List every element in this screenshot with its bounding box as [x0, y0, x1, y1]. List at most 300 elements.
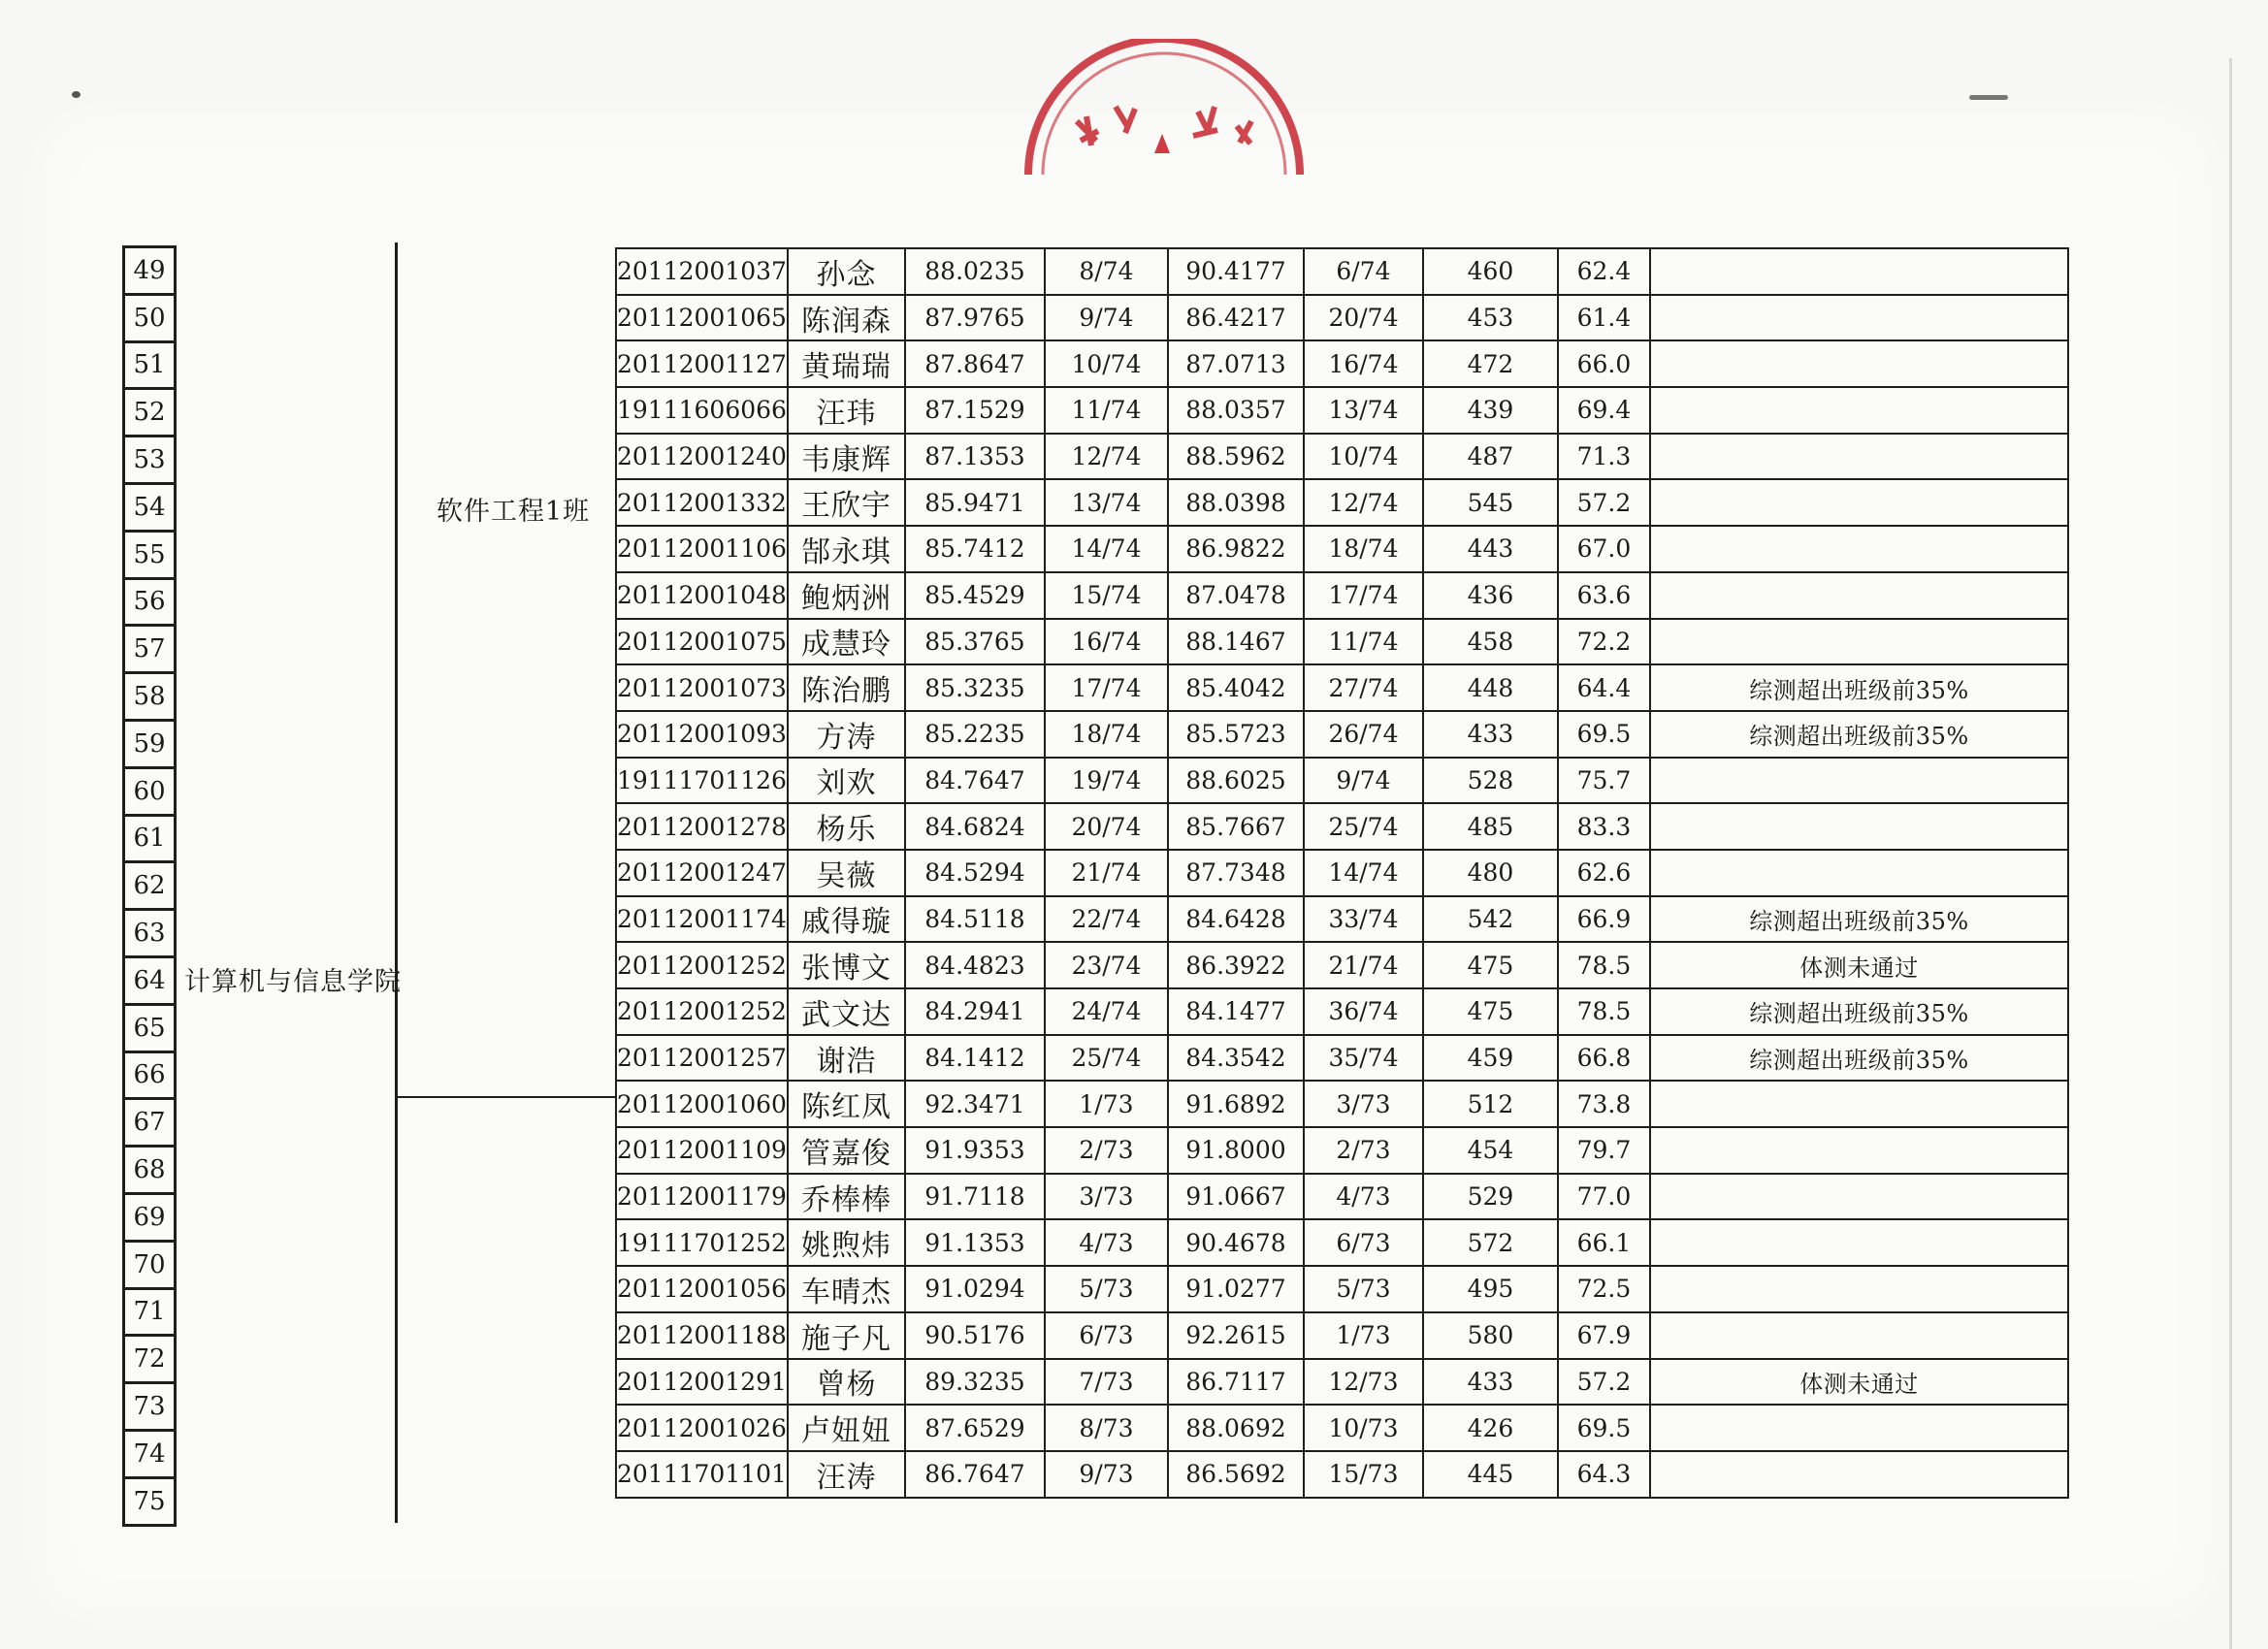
- row-number-cell: 67: [124, 1099, 176, 1147]
- remark-cell: 综测超出班级前35%: [1650, 664, 2068, 711]
- score-cell: 73.8: [1558, 1081, 1650, 1127]
- rank-cell: 15/74: [1045, 572, 1168, 619]
- student-id-cell: 20112001278: [616, 803, 788, 850]
- score-cell: 62.4: [1558, 248, 1650, 295]
- score-cell: 67.9: [1558, 1312, 1650, 1359]
- student-id-cell: 19111701252: [616, 1219, 788, 1266]
- rank-cell: 22/74: [1045, 896, 1168, 943]
- row-number-row: [124, 1430, 176, 1477]
- student-id-cell: 20112001073: [616, 664, 788, 711]
- score-cell: 439: [1423, 387, 1558, 434]
- row-number-row: [124, 1099, 176, 1147]
- score-cell: 90.5176: [905, 1312, 1045, 1359]
- scan-speck: [72, 91, 81, 98]
- rank-cell: 5/73: [1045, 1266, 1168, 1312]
- student-id-cell: 20112001037: [616, 248, 788, 295]
- student-name-cell: 乔棒棒: [788, 1174, 905, 1220]
- remark-cell: [1650, 1081, 2068, 1127]
- rank-cell: 11/74: [1304, 619, 1423, 665]
- remark-cell: 综测超出班级前35%: [1650, 1035, 2068, 1082]
- score-cell: 84.1412: [905, 1035, 1045, 1082]
- rank-cell: 33/74: [1304, 896, 1423, 943]
- row-number-row: [124, 294, 176, 341]
- score-cell: 85.4529: [905, 572, 1045, 619]
- student-name-cell: 车晴杰: [788, 1266, 905, 1312]
- rank-cell: 4/73: [1045, 1219, 1168, 1266]
- row-number-cell: 66: [124, 1051, 176, 1099]
- student-id-cell: 20112001247: [616, 850, 788, 896]
- score-cell: 88.1467: [1168, 619, 1304, 665]
- rank-cell: 8/74: [1045, 248, 1168, 295]
- score-cell: 79.7: [1558, 1127, 1650, 1174]
- score-cell: 459: [1423, 1035, 1558, 1082]
- row-number-cell: 70: [124, 1241, 176, 1288]
- row-number-row: [124, 815, 176, 862]
- row-number-row: [124, 389, 176, 436]
- row-number-cell: 75: [124, 1477, 176, 1525]
- remark-cell: [1650, 248, 2068, 295]
- remark-cell: [1650, 1219, 2068, 1266]
- rank-cell: 9/73: [1045, 1451, 1168, 1498]
- remark-cell: 综测超出班级前35%: [1650, 896, 2068, 943]
- row-number-row: [124, 1004, 176, 1051]
- student-name-cell: 方涛: [788, 711, 905, 758]
- score-cell: 85.5723: [1168, 711, 1304, 758]
- row-number-row: [124, 862, 176, 910]
- table-row: [616, 896, 2068, 943]
- student-id-cell: 19111606066: [616, 387, 788, 434]
- row-number-row: [124, 1383, 176, 1431]
- score-cell: 69.5: [1558, 711, 1650, 758]
- rank-cell: 17/74: [1045, 664, 1168, 711]
- score-cell: 87.6529: [905, 1405, 1045, 1451]
- remark-cell: [1650, 340, 2068, 387]
- rank-cell: 10/74: [1045, 340, 1168, 387]
- row-number-row: [124, 1147, 176, 1194]
- table-row: [616, 295, 2068, 341]
- row-number-cell: 65: [124, 1004, 176, 1051]
- student-name-cell: 郜永琪: [788, 526, 905, 572]
- scan-speck: [1969, 95, 2008, 100]
- score-cell: 84.5118: [905, 896, 1045, 943]
- row-number-row: [124, 956, 176, 1004]
- score-cell: 88.6025: [1168, 758, 1304, 804]
- table-row: [616, 619, 2068, 665]
- row-number-row: [124, 1051, 176, 1099]
- score-cell: 72.5: [1558, 1266, 1650, 1312]
- score-cell: 91.1353: [905, 1219, 1045, 1266]
- row-number-row: [124, 247, 176, 295]
- student-name-cell: 张博文: [788, 942, 905, 988]
- row-number-cell: 74: [124, 1430, 176, 1477]
- table-row: [616, 1312, 2068, 1359]
- remark-cell: [1650, 1451, 2068, 1498]
- score-cell: 91.0277: [1168, 1266, 1304, 1312]
- score-cell: 91.6892: [1168, 1081, 1304, 1127]
- score-cell: 85.3765: [905, 619, 1045, 665]
- remark-cell: [1650, 850, 2068, 896]
- score-cell: 78.5: [1558, 988, 1650, 1035]
- student-id-cell: 20112001127: [616, 340, 788, 387]
- score-cell: 72.2: [1558, 619, 1650, 665]
- score-cell: 61.4: [1558, 295, 1650, 341]
- student-name-cell: 刘欢: [788, 758, 905, 804]
- rank-cell: 12/73: [1304, 1359, 1423, 1406]
- table-row: [616, 850, 2068, 896]
- score-cell: 529: [1423, 1174, 1558, 1220]
- row-number-row: [124, 910, 176, 957]
- row-number-cell: 68: [124, 1147, 176, 1194]
- score-cell: 572: [1423, 1219, 1558, 1266]
- remark-cell: [1650, 434, 2068, 480]
- student-name-cell: 管嘉俊: [788, 1127, 905, 1174]
- remark-cell: 综测超出班级前35%: [1650, 711, 2068, 758]
- rank-cell: 26/74: [1304, 711, 1423, 758]
- remark-cell: [1650, 1266, 2068, 1312]
- score-cell: 88.0357: [1168, 387, 1304, 434]
- rank-cell: 27/74: [1304, 664, 1423, 711]
- student-name-cell: 孙念: [788, 248, 905, 295]
- rank-cell: 1/73: [1304, 1312, 1423, 1359]
- row-number-row: [124, 626, 176, 673]
- class-group-separator: [395, 1096, 615, 1098]
- score-cell: 436: [1423, 572, 1558, 619]
- remark-cell: 体测未通过: [1650, 942, 2068, 988]
- remark-cell: [1650, 1127, 2068, 1174]
- score-cell: 64.3: [1558, 1451, 1650, 1498]
- score-cell: 69.5: [1558, 1405, 1650, 1451]
- student-name-cell: 黄瑞瑞: [788, 340, 905, 387]
- score-cell: 454: [1423, 1127, 1558, 1174]
- score-cell: 69.4: [1558, 387, 1650, 434]
- score-cell: 88.0692: [1168, 1405, 1304, 1451]
- rank-cell: 23/74: [1045, 942, 1168, 988]
- student-id-cell: 20112001106: [616, 526, 788, 572]
- score-cell: 85.9471: [905, 479, 1045, 526]
- score-cell: 75.7: [1558, 758, 1650, 804]
- table-row: [616, 711, 2068, 758]
- row-number-cell: 69: [124, 1193, 176, 1241]
- row-number-row: [124, 483, 176, 531]
- table-row: [616, 526, 2068, 572]
- rank-cell: 12/74: [1304, 479, 1423, 526]
- student-id-cell: 20112001060: [616, 1081, 788, 1127]
- remark-cell: 综测超出班级前35%: [1650, 988, 2068, 1035]
- score-cell: 86.9822: [1168, 526, 1304, 572]
- score-cell: 77.0: [1558, 1174, 1650, 1220]
- score-cell: 448: [1423, 664, 1558, 711]
- score-cell: 63.6: [1558, 572, 1650, 619]
- row-number-cell: 58: [124, 673, 176, 721]
- row-number-row: [124, 720, 176, 767]
- row-number-cell: 59: [124, 720, 176, 767]
- score-cell: 84.6824: [905, 803, 1045, 850]
- row-number-row: [124, 673, 176, 721]
- rank-cell: 18/74: [1304, 526, 1423, 572]
- student-id-cell: 20112001065: [616, 295, 788, 341]
- rank-cell: 2/73: [1304, 1127, 1423, 1174]
- score-cell: 87.8647: [905, 340, 1045, 387]
- student-name-cell: 陈润森: [788, 295, 905, 341]
- score-cell: 485: [1423, 803, 1558, 850]
- row-number-cell: 61: [124, 815, 176, 862]
- student-name-cell: 鲍炳洲: [788, 572, 905, 619]
- rank-cell: 19/74: [1045, 758, 1168, 804]
- table-row: [616, 664, 2068, 711]
- row-number-cell: 62: [124, 862, 176, 910]
- score-cell: 512: [1423, 1081, 1558, 1127]
- row-number-cell: 71: [124, 1288, 176, 1336]
- score-cell: 92.2615: [1168, 1312, 1304, 1359]
- student-name-cell: 谢浩: [788, 1035, 905, 1082]
- row-number-row: [124, 1241, 176, 1288]
- score-cell: 87.7348: [1168, 850, 1304, 896]
- score-cell: 66.1: [1558, 1219, 1650, 1266]
- row-number-row: [124, 341, 176, 389]
- score-cell: 91.7118: [905, 1174, 1045, 1220]
- row-number-cell: 55: [124, 531, 176, 578]
- score-cell: 545: [1423, 479, 1558, 526]
- row-number-cell: 52: [124, 389, 176, 436]
- row-number-row: [124, 1477, 176, 1525]
- rank-cell: 35/74: [1304, 1035, 1423, 1082]
- score-cell: 445: [1423, 1451, 1558, 1498]
- rank-cell: 25/74: [1045, 1035, 1168, 1082]
- rank-cell: 13/74: [1045, 479, 1168, 526]
- student-id-cell: 20112001240: [616, 434, 788, 480]
- score-cell: 84.6428: [1168, 896, 1304, 943]
- score-cell: 88.5962: [1168, 434, 1304, 480]
- score-cell: 87.1353: [905, 434, 1045, 480]
- table-row: [616, 758, 2068, 804]
- row-number-cell: 51: [124, 341, 176, 389]
- rank-cell: 1/73: [1045, 1081, 1168, 1127]
- score-cell: 91.8000: [1168, 1127, 1304, 1174]
- student-id-cell: 20112001179: [616, 1174, 788, 1220]
- student-id-cell: 19111701126: [616, 758, 788, 804]
- remark-cell: [1650, 479, 2068, 526]
- table-row: [616, 1405, 2068, 1451]
- score-cell: 443: [1423, 526, 1558, 572]
- college-label: 计算机与信息学院: [184, 967, 402, 997]
- rank-cell: 17/74: [1304, 572, 1423, 619]
- rank-cell: 2/73: [1045, 1127, 1168, 1174]
- student-score-table: [615, 247, 2069, 1499]
- score-cell: 85.3235: [905, 664, 1045, 711]
- table-row: [616, 387, 2068, 434]
- student-name-cell: 杨乐: [788, 803, 905, 850]
- rank-cell: 9/74: [1045, 295, 1168, 341]
- table-row: [616, 340, 2068, 387]
- table-row: [616, 1035, 2068, 1082]
- score-cell: 87.1529: [905, 387, 1045, 434]
- row-number-cell: 63: [124, 910, 176, 957]
- score-cell: 86.4217: [1168, 295, 1304, 341]
- student-id-cell: 20112001048: [616, 572, 788, 619]
- row-number-cell: 60: [124, 767, 176, 815]
- score-cell: 84.7647: [905, 758, 1045, 804]
- score-cell: 86.3922: [1168, 942, 1304, 988]
- remark-cell: [1650, 1312, 2068, 1359]
- row-number-cell: 49: [124, 247, 176, 295]
- score-cell: 433: [1423, 1359, 1558, 1406]
- student-id-cell: 20112001174: [616, 896, 788, 943]
- student-id-cell: 20112001188: [616, 1312, 788, 1359]
- score-cell: 66.8: [1558, 1035, 1650, 1082]
- rank-cell: 3/73: [1304, 1081, 1423, 1127]
- table-row: [616, 1174, 2068, 1220]
- rank-cell: 14/74: [1304, 850, 1423, 896]
- score-cell: 86.7117: [1168, 1359, 1304, 1406]
- table-row: [616, 1219, 2068, 1266]
- score-cell: 88.0235: [905, 248, 1045, 295]
- score-cell: 542: [1423, 896, 1558, 943]
- rank-cell: 7/73: [1045, 1359, 1168, 1406]
- table-row: [616, 942, 2068, 988]
- rank-cell: 21/74: [1304, 942, 1423, 988]
- rank-cell: 8/73: [1045, 1405, 1168, 1451]
- score-cell: 85.7412: [905, 526, 1045, 572]
- student-name-cell: 王欣宇: [788, 479, 905, 526]
- score-cell: 64.4: [1558, 664, 1650, 711]
- score-cell: 460: [1423, 248, 1558, 295]
- student-id-cell: 20112001291: [616, 1359, 788, 1406]
- score-cell: 87.9765: [905, 295, 1045, 341]
- score-cell: 433: [1423, 711, 1558, 758]
- row-number-cell: 57: [124, 626, 176, 673]
- student-name-cell: 姚煦炜: [788, 1219, 905, 1266]
- score-cell: 86.5692: [1168, 1451, 1304, 1498]
- score-cell: 84.3542: [1168, 1035, 1304, 1082]
- student-name-cell: 陈红凤: [788, 1081, 905, 1127]
- row-number-cell: 72: [124, 1336, 176, 1383]
- student-name-cell: 曾杨: [788, 1359, 905, 1406]
- table-row: [616, 1081, 2068, 1127]
- score-cell: 580: [1423, 1312, 1558, 1359]
- score-cell: 487: [1423, 434, 1558, 480]
- rank-cell: 10/73: [1304, 1405, 1423, 1451]
- official-seal-icon: [989, 39, 1329, 184]
- rank-cell: 6/74: [1304, 248, 1423, 295]
- score-cell: 426: [1423, 1405, 1558, 1451]
- student-name-cell: 成慧玲: [788, 619, 905, 665]
- student-name-cell: 卢妞妞: [788, 1405, 905, 1451]
- score-cell: 84.2941: [905, 988, 1045, 1035]
- remark-cell: [1650, 758, 2068, 804]
- row-number-row: [124, 1288, 176, 1336]
- score-cell: 495: [1423, 1266, 1558, 1312]
- score-cell: 62.6: [1558, 850, 1650, 896]
- rank-cell: 18/74: [1045, 711, 1168, 758]
- score-cell: 475: [1423, 942, 1558, 988]
- score-cell: 87.0713: [1168, 340, 1304, 387]
- rank-cell: 25/74: [1304, 803, 1423, 850]
- score-cell: 66.0: [1558, 340, 1650, 387]
- score-cell: 480: [1423, 850, 1558, 896]
- rank-cell: 20/74: [1045, 803, 1168, 850]
- table-row: [616, 803, 2068, 850]
- rank-cell: 6/73: [1045, 1312, 1168, 1359]
- score-cell: 90.4678: [1168, 1219, 1304, 1266]
- student-name-cell: 戚得璇: [788, 896, 905, 943]
- student-id-cell: 20112001257: [616, 1035, 788, 1082]
- score-cell: 475: [1423, 988, 1558, 1035]
- row-number-cell: 73: [124, 1383, 176, 1431]
- student-id-cell: 20112001332: [616, 479, 788, 526]
- score-cell: 89.3235: [905, 1359, 1045, 1406]
- rank-cell: 20/74: [1304, 295, 1423, 341]
- student-name-cell: 汪玮: [788, 387, 905, 434]
- rank-cell: 16/74: [1304, 340, 1423, 387]
- score-cell: 453: [1423, 295, 1558, 341]
- student-name-cell: 施子凡: [788, 1312, 905, 1359]
- student-id-cell: 20112001252: [616, 942, 788, 988]
- rank-cell: 11/74: [1045, 387, 1168, 434]
- row-number-row: [124, 767, 176, 815]
- student-id-cell: 20112001056: [616, 1266, 788, 1312]
- remark-cell: [1650, 572, 2068, 619]
- remark-cell: [1650, 295, 2068, 341]
- score-cell: 87.0478: [1168, 572, 1304, 619]
- score-cell: 91.9353: [905, 1127, 1045, 1174]
- rank-cell: 12/74: [1045, 434, 1168, 480]
- score-cell: 66.9: [1558, 896, 1650, 943]
- score-cell: 57.2: [1558, 479, 1650, 526]
- row-number-cell: 50: [124, 294, 176, 341]
- score-cell: 458: [1423, 619, 1558, 665]
- student-id-cell: 20112001093: [616, 711, 788, 758]
- student-id-cell: 20112001109: [616, 1127, 788, 1174]
- score-cell: 85.2235: [905, 711, 1045, 758]
- row-number-column: [122, 245, 177, 1527]
- student-id-cell: 20111701101: [616, 1451, 788, 1498]
- remark-cell: [1650, 803, 2068, 850]
- table-row: [616, 248, 2068, 295]
- score-cell: 85.4042: [1168, 664, 1304, 711]
- rank-cell: 14/74: [1045, 526, 1168, 572]
- student-name-cell: 汪涛: [788, 1451, 905, 1498]
- remark-cell: [1650, 387, 2068, 434]
- rank-cell: 10/74: [1304, 434, 1423, 480]
- score-cell: 78.5: [1558, 942, 1650, 988]
- table-row: [616, 1359, 2068, 1406]
- row-number-row: [124, 1193, 176, 1241]
- score-cell: 92.3471: [905, 1081, 1045, 1127]
- row-number-row: [124, 578, 176, 626]
- student-name-cell: 陈治鹏: [788, 664, 905, 711]
- table-row: [616, 572, 2068, 619]
- score-cell: 84.4823: [905, 942, 1045, 988]
- score-cell: 84.5294: [905, 850, 1045, 896]
- rank-cell: 13/74: [1304, 387, 1423, 434]
- rank-cell: 6/73: [1304, 1219, 1423, 1266]
- student-name-cell: 武文达: [788, 988, 905, 1035]
- student-name-cell: 韦康辉: [788, 434, 905, 480]
- table-row: [616, 1266, 2068, 1312]
- rank-cell: 15/73: [1304, 1451, 1423, 1498]
- scan-edge: [2229, 58, 2232, 1649]
- remark-cell: [1650, 1174, 2068, 1220]
- student-id-cell: 20112001026: [616, 1405, 788, 1451]
- score-cell: 91.0667: [1168, 1174, 1304, 1220]
- table-row: [616, 479, 2068, 526]
- row-number-cell: 64: [124, 956, 176, 1004]
- row-number-cell: 54: [124, 483, 176, 531]
- score-cell: 57.2: [1558, 1359, 1650, 1406]
- rank-cell: 36/74: [1304, 988, 1423, 1035]
- student-id-cell: 20112001075: [616, 619, 788, 665]
- group-divider-line: [395, 242, 398, 1523]
